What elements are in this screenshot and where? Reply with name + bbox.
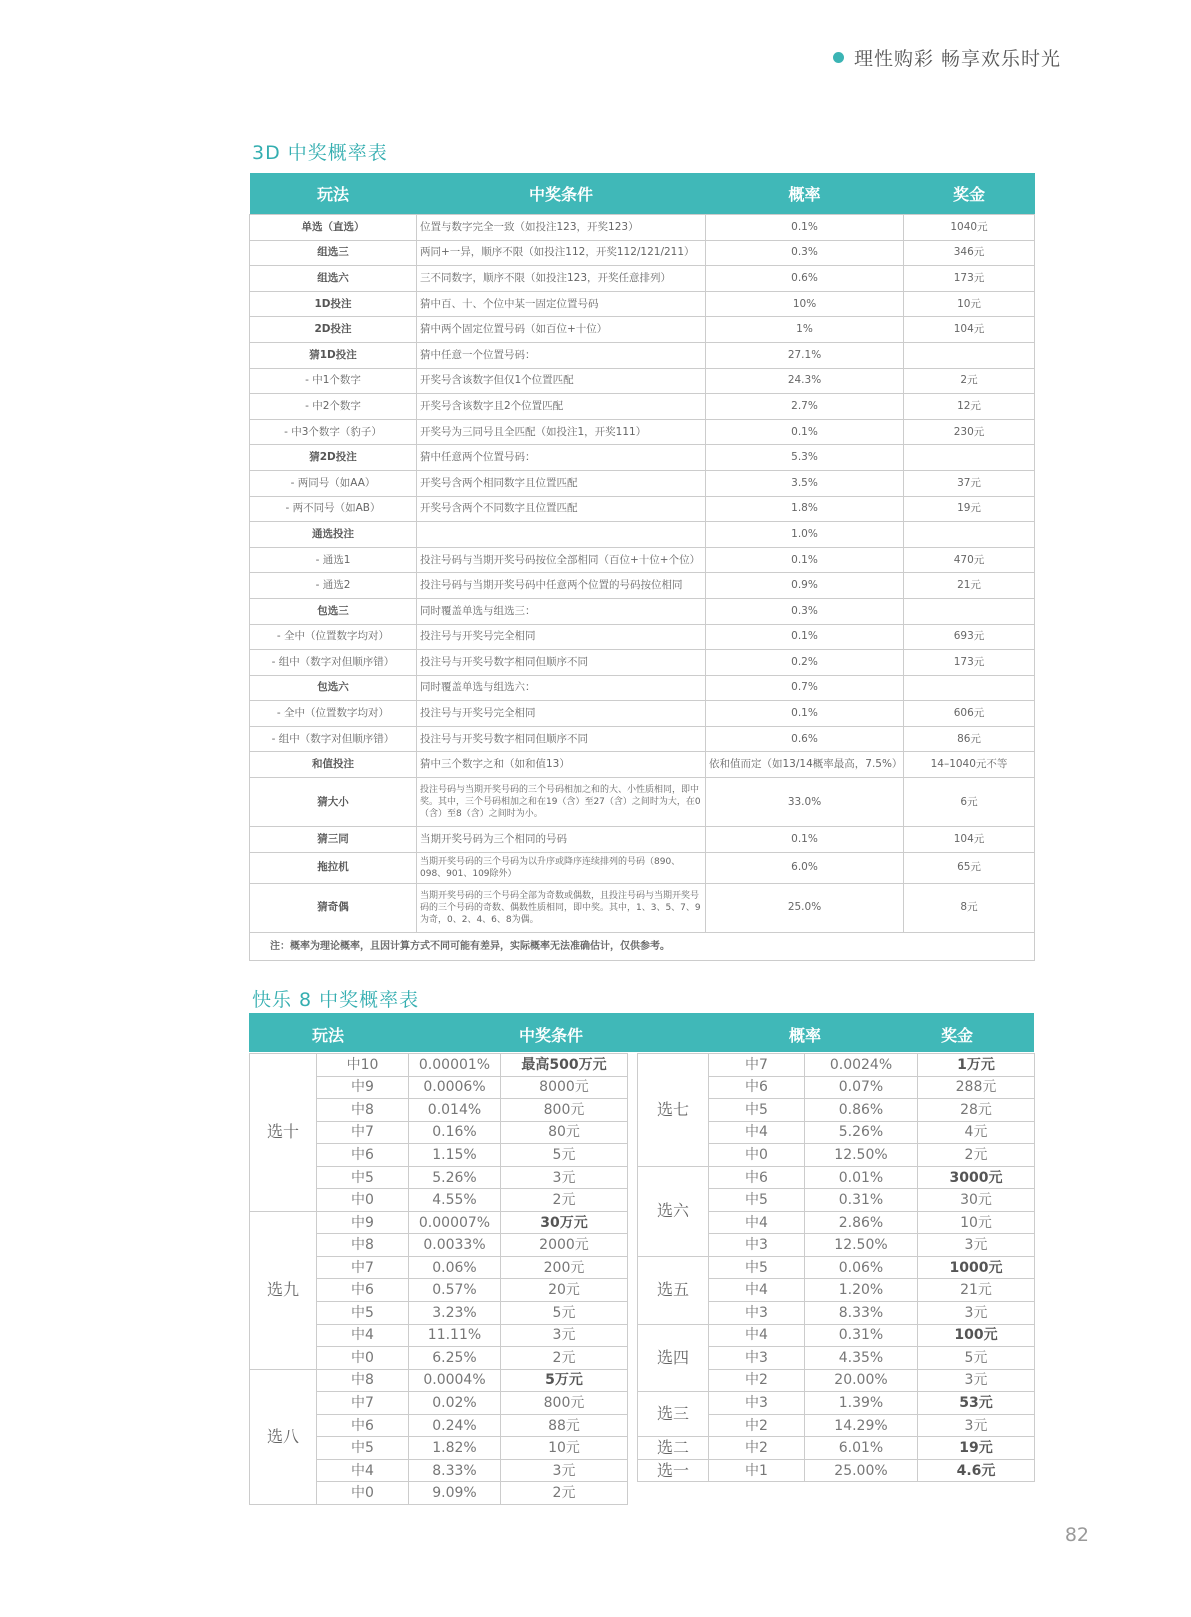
table-row xyxy=(638,1437,1035,1460)
table-cell: 0.3% xyxy=(706,240,904,266)
table-cell: 依和值而定（如13/14概率最高，7.5%） xyxy=(706,752,904,778)
table-cell: 中7 xyxy=(317,1121,409,1144)
table-note: 注：概率为理论概率，且因计算方式不同可能有差异，实际概率无法准确估计，仅供参考。 xyxy=(250,932,1035,960)
table-cell: 3.23% xyxy=(409,1302,501,1325)
table-cell: 开奖号为三同号且全匹配（如投注1，开奖111） xyxy=(417,419,706,445)
table-cell: 中6 xyxy=(709,1076,805,1099)
table-cell: 中4 xyxy=(709,1121,805,1144)
table-cell: 2元 xyxy=(918,1144,1035,1167)
table-cell: 猜大小 xyxy=(250,778,417,827)
table-cell: 0.06% xyxy=(409,1256,501,1279)
table-kl8-left xyxy=(249,1053,628,1505)
table-row xyxy=(250,317,1035,343)
table-cell: 猜中两个固定位置号码（如百位+十位） xyxy=(417,317,706,343)
table-cell: 中4 xyxy=(709,1324,805,1347)
table-cell: 0.06% xyxy=(805,1256,918,1279)
table-row xyxy=(250,419,1035,445)
table-cell: 中7 xyxy=(317,1256,409,1279)
table-cell: 中6 xyxy=(317,1279,409,1302)
table-cell: 19元 xyxy=(904,496,1035,522)
table-cell: 80元 xyxy=(501,1121,628,1144)
table-cell: 中3 xyxy=(709,1392,805,1415)
table-cell: 0.57% xyxy=(409,1279,501,1302)
table-cell: 投注号与开奖号数字相同但顺序不同 xyxy=(417,650,706,676)
table-cell: 53元 xyxy=(918,1392,1035,1415)
table-cell: 1.20% xyxy=(805,1279,918,1302)
table-cell: 中5 xyxy=(709,1256,805,1279)
table-cell: 104元 xyxy=(904,317,1035,343)
table-cell: 3.5% xyxy=(706,470,904,496)
table-cell: 200元 xyxy=(501,1256,628,1279)
table-cell: 346元 xyxy=(904,240,1035,266)
table-cell: 24.3% xyxy=(706,368,904,394)
table-cell: 0.31% xyxy=(805,1189,918,1212)
table-cell: 230元 xyxy=(904,419,1035,445)
table-cell: 0.1% xyxy=(706,215,904,241)
table-cell: 中6 xyxy=(709,1166,805,1189)
table-row xyxy=(250,522,1035,548)
table-cell: 6.0% xyxy=(706,852,904,883)
table-cell: 0.24% xyxy=(409,1414,501,1437)
table-cell: 中5 xyxy=(709,1189,805,1212)
table-row xyxy=(250,496,1035,522)
table-cell xyxy=(904,598,1035,624)
table-row xyxy=(638,1166,1035,1189)
table-cell: 25.00% xyxy=(805,1459,918,1482)
header-cell: 概率 xyxy=(789,1026,822,1045)
table-cell: - 全中（位置数字均对） xyxy=(250,701,417,727)
table-cell: 0.86% xyxy=(805,1099,918,1122)
table-row xyxy=(250,1369,628,1392)
table-cell: 12.50% xyxy=(805,1144,918,1167)
table-cell: 中10 xyxy=(317,1054,409,1077)
table-cell: 猜奇偶 xyxy=(250,883,417,932)
table-cell: - 全中（位置数字均对） xyxy=(250,624,417,650)
table-cell: 3元 xyxy=(918,1369,1035,1392)
table-row xyxy=(250,701,1035,727)
table-cell: 0.00007% xyxy=(409,1211,501,1234)
table-cell: 中2 xyxy=(709,1369,805,1392)
table-cell: 6元 xyxy=(904,778,1035,827)
table-cell: 30万元 xyxy=(501,1211,628,1234)
table-row xyxy=(250,1054,628,1077)
table-cell: - 通选2 xyxy=(250,573,417,599)
table-cell: 两同+一异，顺序不限（如投注112，开奖112/121/211） xyxy=(417,240,706,266)
table-cell: 开奖号含该数字但仅1个位置匹配 xyxy=(417,368,706,394)
table-cell: 猜中任意一个位置号码： xyxy=(417,342,706,368)
table-cell: 4.35% xyxy=(805,1347,918,1370)
table-cell: 14–1040元不等 xyxy=(904,752,1035,778)
table-cell: 12元 xyxy=(904,394,1035,420)
table-cell: 173元 xyxy=(904,650,1035,676)
table-cell: 2元 xyxy=(501,1347,628,1370)
table-cell: 中1 xyxy=(709,1459,805,1482)
table-cell: 投注号与开奖号完全相同 xyxy=(417,624,706,650)
table-cell: 当期开奖号码为三个相同的号码 xyxy=(417,827,706,853)
table-cell: 猜中百、十、个位中某一固定位置号码 xyxy=(417,291,706,317)
table-cell: 30元 xyxy=(918,1189,1035,1212)
table-cell: 3元 xyxy=(918,1414,1035,1437)
table-cell: 10元 xyxy=(501,1437,628,1460)
table-cell: 开奖号含该数字且2个位置匹配 xyxy=(417,394,706,420)
table-cell: 470元 xyxy=(904,547,1035,573)
group-label: 选四 xyxy=(638,1324,709,1392)
table-cell: 0.3% xyxy=(706,598,904,624)
table-cell: 3000元 xyxy=(918,1166,1035,1189)
slogan xyxy=(833,44,1061,71)
table-cell: 1040元 xyxy=(904,215,1035,241)
table-cell: 中6 xyxy=(317,1414,409,1437)
table-cell: 2.86% xyxy=(805,1211,918,1234)
table-cell: 3元 xyxy=(918,1302,1035,1325)
table-cell: 0.31% xyxy=(805,1324,918,1347)
table-row xyxy=(250,547,1035,573)
table-row xyxy=(250,445,1035,471)
table-cell: 中4 xyxy=(709,1211,805,1234)
table-cell: 8元 xyxy=(904,883,1035,932)
table-cell: 86元 xyxy=(904,726,1035,752)
table-cell: 中5 xyxy=(317,1166,409,1189)
table-kl8-right xyxy=(637,1053,1035,1482)
table-cell: 1.39% xyxy=(805,1392,918,1415)
table-cell: 拖拉机 xyxy=(250,852,417,883)
table-cell: 0.6% xyxy=(706,266,904,292)
table-cell: - 中2个数字 xyxy=(250,394,417,420)
table-cell: 投注号码与当期开奖号码中任意两个位置的号码按位相同 xyxy=(417,573,706,599)
table-row xyxy=(250,368,1035,394)
table-cell: 2000元 xyxy=(501,1234,628,1257)
table-cell: 0.1% xyxy=(706,624,904,650)
table-cell: 中3 xyxy=(709,1302,805,1325)
table-cell: 21元 xyxy=(918,1279,1035,1302)
table-cell: 同时覆盖单选与组选三： xyxy=(417,598,706,624)
table-cell xyxy=(904,445,1035,471)
table-cell: 8000元 xyxy=(501,1076,628,1099)
table-cell: 猜2D投注 xyxy=(250,445,417,471)
table-3d xyxy=(249,173,1035,961)
table-cell: 中9 xyxy=(317,1211,409,1234)
table-cell: 最高500万元 xyxy=(501,1054,628,1077)
table-cell: 1.15% xyxy=(409,1144,501,1167)
table-row xyxy=(250,470,1035,496)
table-cell xyxy=(904,675,1035,701)
table-cell: 中7 xyxy=(709,1054,805,1077)
table-cell: 当期开奖号码的三个号码全部为奇数或偶数，且投注号码与当期开奖号码的三个号码的奇数、偶数性质相同，即中奖。其中，1、3、5、7、9为奇，0、2、4、6、8为偶。 xyxy=(417,883,706,932)
table-cell: 同时覆盖单选与组选六： xyxy=(417,675,706,701)
table-cell: 三不同数字，顺序不限（如投注123，开奖任意排列） xyxy=(417,266,706,292)
table-cell: 8.33% xyxy=(409,1459,501,1482)
table-cell: 中3 xyxy=(709,1234,805,1257)
table-cell: 3元 xyxy=(918,1234,1035,1257)
table-cell: 3元 xyxy=(501,1166,628,1189)
table-cell: 3元 xyxy=(501,1324,628,1347)
table-cell: 5元 xyxy=(918,1347,1035,1370)
table-cell: 20元 xyxy=(501,1279,628,1302)
table-cell: 当期开奖号码的三个号码为以升序或降序连续排列的号码（890、098、901、109除外） xyxy=(417,852,706,883)
table-cell xyxy=(904,342,1035,368)
table-cell: 1D投注 xyxy=(250,291,417,317)
table-row xyxy=(638,1256,1035,1279)
table-cell: - 组中（数字对但顺序错） xyxy=(250,650,417,676)
table-cell: 中4 xyxy=(317,1459,409,1482)
table-row xyxy=(250,624,1035,650)
table-cell: 猜中三个数字之和（如和值13） xyxy=(417,752,706,778)
table-cell: 投注号码与当期开奖号码按位全部相同（百位+十位+个位） xyxy=(417,547,706,573)
table-cell: 0.2% xyxy=(706,650,904,676)
table-cell: - 两不同号（如AB） xyxy=(250,496,417,522)
table-cell: 4元 xyxy=(918,1121,1035,1144)
header-cell: 奖金 xyxy=(941,1026,974,1045)
table-cell: 中7 xyxy=(317,1392,409,1415)
table-cell: 中5 xyxy=(709,1099,805,1122)
table-cell: 0.9% xyxy=(706,573,904,599)
table-cell: 中4 xyxy=(317,1324,409,1347)
table-cell: 65元 xyxy=(904,852,1035,883)
table-row xyxy=(250,852,1035,883)
table-cell: 9.09% xyxy=(409,1482,501,1505)
table-cell: 10元 xyxy=(904,291,1035,317)
table-cell: 0.01% xyxy=(805,1166,918,1189)
table-cell: 33.0% xyxy=(706,778,904,827)
table-cell: 组选六 xyxy=(250,266,417,292)
header-cell: 中奖条件 xyxy=(519,1026,584,1045)
table-cell: - 两同号（如AA） xyxy=(250,470,417,496)
table-cell: 10% xyxy=(706,291,904,317)
group-label: 选七 xyxy=(638,1054,709,1167)
table-cell: 2元 xyxy=(904,368,1035,394)
bullet-dot-icon xyxy=(833,52,844,63)
table-cell: 19元 xyxy=(918,1437,1035,1460)
table-cell: 中3 xyxy=(709,1347,805,1370)
table-cell: 0.00001% xyxy=(409,1054,501,1077)
table-row xyxy=(250,394,1035,420)
table-row xyxy=(250,215,1035,241)
table-row xyxy=(250,778,1035,827)
table-row xyxy=(250,291,1035,317)
table-cell: 5.26% xyxy=(805,1121,918,1144)
table-cell: 猜1D投注 xyxy=(250,342,417,368)
table-3d-title: 3D 中奖概率表 xyxy=(252,142,388,164)
table-cell: 4.55% xyxy=(409,1189,501,1212)
table-cell: 11.11% xyxy=(409,1324,501,1347)
table-cell: 0.07% xyxy=(805,1076,918,1099)
header-cell: 玩法 xyxy=(312,1026,345,1045)
group-label: 选三 xyxy=(638,1392,709,1437)
table-cell: 5.3% xyxy=(706,445,904,471)
table-cell xyxy=(417,522,706,548)
table-cell: 2元 xyxy=(501,1482,628,1505)
table-row xyxy=(638,1054,1035,1077)
table-row xyxy=(250,240,1035,266)
table-cell: 800元 xyxy=(501,1392,628,1415)
table-cell: 中9 xyxy=(317,1076,409,1099)
table-cell: 中8 xyxy=(317,1369,409,1392)
table-cell: 中2 xyxy=(709,1414,805,1437)
group-label: 选十 xyxy=(250,1054,317,1212)
table-cell: 1.0% xyxy=(706,522,904,548)
table-cell: 中5 xyxy=(317,1437,409,1460)
table-cell: 5.26% xyxy=(409,1166,501,1189)
table-3d-header xyxy=(250,173,1035,215)
table-cell: - 中1个数字 xyxy=(250,368,417,394)
table-cell: 组选三 xyxy=(250,240,417,266)
table-cell: 投注号与开奖号数字相同但顺序不同 xyxy=(417,726,706,752)
table-cell: 100元 xyxy=(918,1324,1035,1347)
table-cell: 0.7% xyxy=(706,675,904,701)
table-cell: 中8 xyxy=(317,1099,409,1122)
table-cell: 投注号码与当期开奖号码的三个号码相加之和的大、小性质相同，即中奖。其中，三个号码相加之和在19（含）至27（含）之间时为大，在0（含）至8（含）之间时为小。 xyxy=(417,778,706,827)
table-cell: 173元 xyxy=(904,266,1035,292)
table-cell: 2D投注 xyxy=(250,317,417,343)
table-cell: 中5 xyxy=(317,1302,409,1325)
header-cell: 中奖条件 xyxy=(417,173,706,215)
table-row xyxy=(250,573,1035,599)
table-row xyxy=(250,342,1035,368)
table-cell: 0.014% xyxy=(409,1099,501,1122)
table-cell: 0.1% xyxy=(706,419,904,445)
table-cell: 猜三同 xyxy=(250,827,417,853)
table-cell: 5万元 xyxy=(501,1369,628,1392)
table-cell: 21元 xyxy=(904,573,1035,599)
table-cell: 0.0006% xyxy=(409,1076,501,1099)
table-cell: 37元 xyxy=(904,470,1035,496)
table-cell: 5元 xyxy=(501,1144,628,1167)
group-label: 选二 xyxy=(638,1437,709,1460)
table-cell: 2元 xyxy=(501,1189,628,1212)
table-row xyxy=(638,1392,1035,1415)
group-label: 选六 xyxy=(638,1166,709,1256)
table-cell: 27.1% xyxy=(706,342,904,368)
page-number: 82 xyxy=(1064,1524,1089,1546)
table-cell: 中8 xyxy=(317,1234,409,1257)
group-label: 选八 xyxy=(250,1369,317,1504)
table-row xyxy=(638,1324,1035,1347)
table-cell: 包选三 xyxy=(250,598,417,624)
group-label: 选九 xyxy=(250,1211,317,1369)
table-cell: 5元 xyxy=(501,1302,628,1325)
table-row xyxy=(250,650,1035,676)
table-cell: 20.00% xyxy=(805,1369,918,1392)
table-cell: 12.50% xyxy=(805,1234,918,1257)
table-cell: 0.6% xyxy=(706,726,904,752)
table-cell: 和值投注 xyxy=(250,752,417,778)
table-cell: 1.82% xyxy=(409,1437,501,1460)
table-cell: 猜中任意两个位置号码： xyxy=(417,445,706,471)
table-cell: 中0 xyxy=(317,1347,409,1370)
table-cell: 104元 xyxy=(904,827,1035,853)
table-cell: 8.33% xyxy=(805,1302,918,1325)
table-cell: 25.0% xyxy=(706,883,904,932)
table-cell: 开奖号含两个不同数字且位置匹配 xyxy=(417,496,706,522)
table-cell: 包选六 xyxy=(250,675,417,701)
header-cell: 概率 xyxy=(706,173,904,215)
table-cell: 0.1% xyxy=(706,701,904,727)
table-note-row xyxy=(250,932,1035,960)
table-cell: 6.01% xyxy=(805,1437,918,1460)
table-cell: 位置与数字完全一致（如投注123，开奖123） xyxy=(417,215,706,241)
table-cell: 开奖号含两个相同数字且位置匹配 xyxy=(417,470,706,496)
table-cell: 中2 xyxy=(709,1437,805,1460)
table-cell: 通选投注 xyxy=(250,522,417,548)
table-cell: 投注号与开奖号完全相同 xyxy=(417,701,706,727)
table-cell: 6.25% xyxy=(409,1347,501,1370)
table-cell: 14.29% xyxy=(805,1414,918,1437)
header-cell: 玩法 xyxy=(250,173,417,215)
table-cell: 0.1% xyxy=(706,827,904,853)
table-cell: 0.1% xyxy=(706,547,904,573)
group-label: 选一 xyxy=(638,1459,709,1482)
table-cell: 288元 xyxy=(918,1076,1035,1099)
table-cell: - 通选1 xyxy=(250,547,417,573)
table-cell: 中6 xyxy=(317,1144,409,1167)
table-cell: 800元 xyxy=(501,1099,628,1122)
table-cell: 606元 xyxy=(904,701,1035,727)
table-cell: 0.02% xyxy=(409,1392,501,1415)
table-cell: 88元 xyxy=(501,1414,628,1437)
table-cell: 0.0024% xyxy=(805,1054,918,1077)
table-cell: 1% xyxy=(706,317,904,343)
table-kl8-header xyxy=(249,1013,1034,1052)
table-cell: 1000元 xyxy=(918,1256,1035,1279)
table-cell: 0.16% xyxy=(409,1121,501,1144)
table-kl8-title: 快乐 8 中奖概率表 xyxy=(252,989,420,1011)
table-cell: 10元 xyxy=(918,1211,1035,1234)
table-row xyxy=(250,598,1035,624)
table-cell: 0.0004% xyxy=(409,1369,501,1392)
table-row xyxy=(250,883,1035,932)
table-row xyxy=(250,1211,628,1234)
table-cell: - 中3个数字（豹子） xyxy=(250,419,417,445)
table-cell: - 组中（数字对但顺序错） xyxy=(250,726,417,752)
table-cell: 1.8% xyxy=(706,496,904,522)
table-row xyxy=(250,726,1035,752)
table-cell: 中4 xyxy=(709,1279,805,1302)
table-cell: 中0 xyxy=(317,1189,409,1212)
table-cell: 4.6元 xyxy=(918,1459,1035,1482)
table-cell: 693元 xyxy=(904,624,1035,650)
table-cell xyxy=(904,522,1035,548)
table-row xyxy=(250,266,1035,292)
slogan-text: 理性购彩 畅享欢乐时光 xyxy=(853,48,1061,70)
table-cell: 单选（直选） xyxy=(250,215,417,241)
table-cell: 3元 xyxy=(501,1459,628,1482)
table-cell: 2.7% xyxy=(706,394,904,420)
table-cell: 中0 xyxy=(709,1144,805,1167)
table-cell: 1万元 xyxy=(918,1054,1035,1077)
table-row xyxy=(250,752,1035,778)
group-label: 选五 xyxy=(638,1256,709,1324)
table-row xyxy=(250,675,1035,701)
table-cell: 0.0033% xyxy=(409,1234,501,1257)
table-cell: 28元 xyxy=(918,1099,1035,1122)
table-row xyxy=(638,1459,1035,1482)
table-row xyxy=(250,827,1035,853)
table-cell: 中0 xyxy=(317,1482,409,1505)
header-cell: 奖金 xyxy=(904,173,1035,215)
